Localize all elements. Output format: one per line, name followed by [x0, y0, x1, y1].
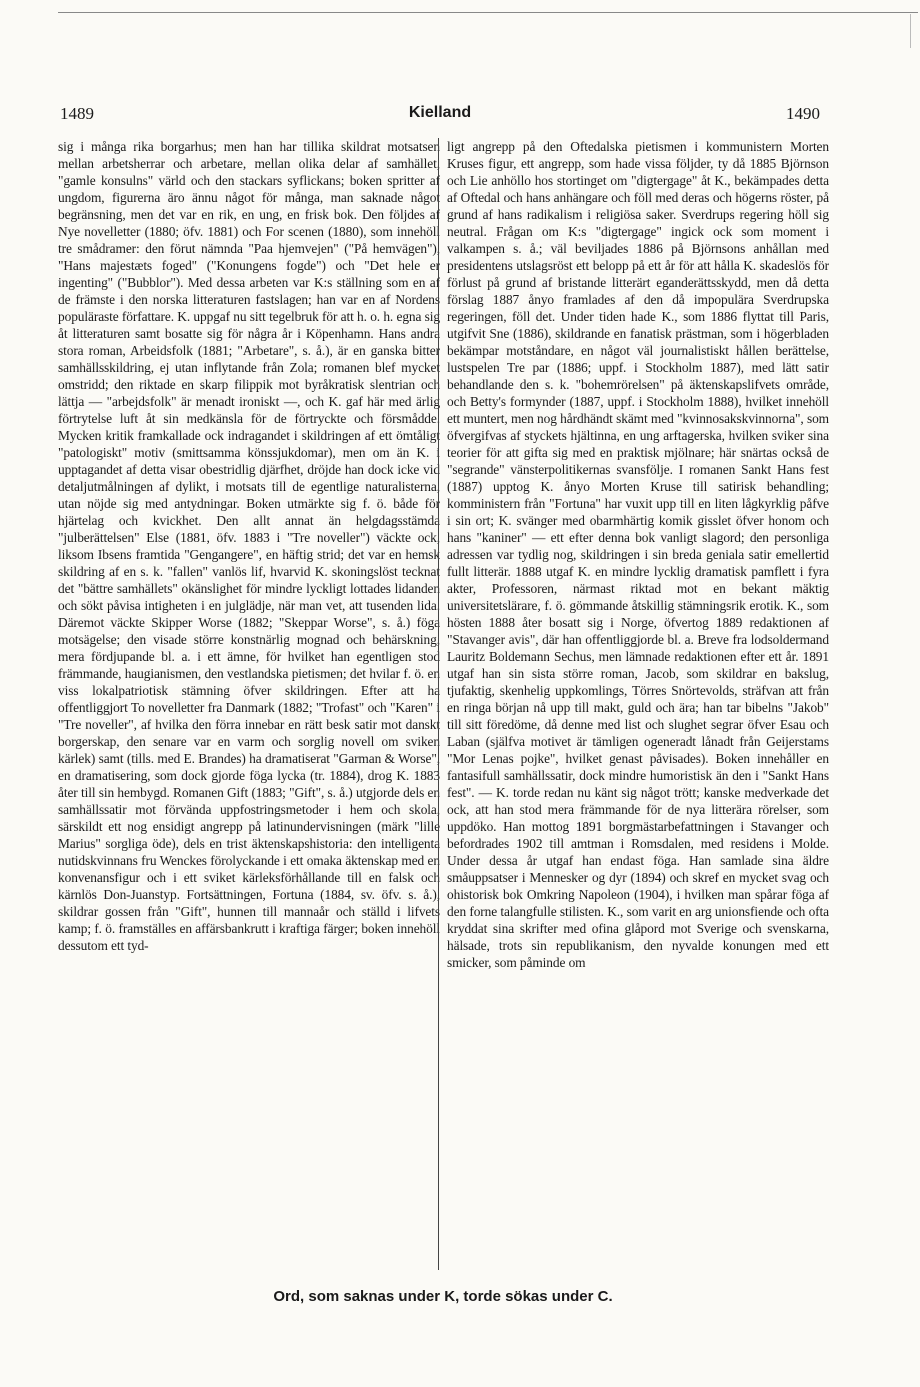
- page-header: [60, 104, 820, 126]
- footer-note: Ord, som saknas under K, torde sökas under C.: [273, 1288, 613, 1305]
- top-rule: [58, 12, 918, 13]
- column-divider: [438, 138, 439, 1270]
- right-column: [447, 138, 829, 1268]
- page-number-left: 1489: [60, 104, 94, 123]
- page-edge-mark: [910, 14, 911, 48]
- page-title: Kielland: [408, 104, 472, 121]
- left-column-text: sig i många rika borgarhus; men han har tillika skildrat motsatsen mellan arbetsherrar och arbetare, mellan olika delar af samhället, "gamle konsulns" värld och den stackars syflickans; boken spritter af ungdom, figurerna äro ännu något för många, man saknade något begränsning, men det var en rik, en ung, en frisk bok. Den följdes af Nye novelletter (1880; öfv. 1881) och For scenen (1880), som innehöll tre smådramer: den förut nämnda "Paa hjemvejen" ("På hemvägen"), "Hans majestæts foged" ("Konungens fogde") och "Det hele er ingenting" ("Bubblor"). Med dessa arbeten var K:s ställning som en af de främste i den norska litteraturen fastslagen; han var en af Nordens populäraste författare. K. uppgaf nu sitt tegelbruk för att h. o. h. egna sig åt litteraturen samt bosatte sig för några år i Köpenhamn. Hans andra stora roman, Arbeidsfolk (1881; "Arbetare", s. å.), är en ganska bitter samhällsskildring, ej utan inflytande från Zola; romanen blef mycket omstridd; den riktade en skarp filippik mot byråkratisk slentrian och lättja — "arbejdsfolk" är menadt ironiskt —, och K. gaf här med ärlig förtrytelse luft åt sin medkänsla för de förtryckte och försmådde. Mycken kritik framkallade ock indragandet i skildringen af ett ömtåligt "patologiskt" motiv (smittsamma könssjukdomar), men om än K. i upptagandet af detta visar obestridlig djärfhet, dröjde han dock icke vid detaljutmålningen af dylikt, i motsats till de egentlige naturalisterna, utan nöjde sig med antydningar. Boken utmärkte sig f. ö. både för hjärtelag och kvickhet. Den allt annat än helgdagsstämda "julberättelsen" Else (1881, öfv. 1883 i "Tre noveller") väckte ock, liksom Ibsens framtida "Gengangere", en häftig strid; det var en hemsk skildring af en s. k. "fallen" vanlös lif, hvarvid K. skoningslöst tecknat det "bättre samhällets" okänslighet för mindre lyckligt lottades lidanden och sökt påvisa intigheten i en julglädje, när man vet, att tusenden lida. Däremot väckte Skipper Worse (1882; "Skeppar Worse", s. å.) föga motsägelse; den visade större konstnärlig mognad och behärskning, mera fördjupande bl. a. i ett ämne, för hvilket han egentligen stod främmande, haugianismen, den vestlandska pietismen; det hvilar f. ö. en viss lokalpatriotisk stämning öfver skildringen. Efter att ha offentliggjort To novelletter fra Danmark (1882; "Trofast" och "Karen" i "Tre noveller", af hvilka den förra innebar en rätt besk satir mot danskt borgerskap, den senare var en varm och sorglig novell om sviken kärlek) samt (tills. med E. Brandes) ha dramatiserat "Garman & Worse", en dramatisering, som dock gjorde föga lycka (tr. 1884), drog K. 1883 åter till sin hembygd. Romanen Gift (1883; "Gift", s. å.) utgjorde dels en samhällssatir mot förvända uppfostringsmetoder i hem och skola, särskildt ett nog ensidigt angrepp på latinundervisningen (märk "lille Marius" sorgliga öde), dels en trist äktenskapshistoria: den intelligenta nutidskvinnans fru Wenckes förolyckande i ett omaka äktenskap med en konvenansfigur och i ett sviket kärleksförhållande till en falsk och kärnlös Don-Juanstyp. Fortsättningen, Fortuna (1884, sv. öfv. s. å.), skildrar gossen från "Gift", hunnen till mannaår och ställd i lifvets kamp; f. ö. framställes en affärsbankrutt i kraftiga färger; boken innehöll dessutom ett tyd-: [58, 139, 440, 953]
- right-column-text: ligt angrepp på den Oftedalska pietismen i kommunistern Morten Kruses figur, ett angrepp, som hade vissa följder, ty då 1885 Björnson och Lie anhöllo hos stortinget om "digtergage" åt K., bekämpades detta af Oftedal och hans anhängare och föll med deras och högerns röster, på grund af hans radikalism i religiösa saker. Sverdrups regering höll sig neutral. Frågan om K:s "digtergage" ingick ock som moment i valkampen s. å.; väl beviljades 1886 på Björnsons anhållan med presidentens utslagsröst ett belopp på ett år för att hålla K. skadeslös för förlust på grund af bristande litterärt eganderättsskydd, men då detta förslag 1887 ånyo framlades af den då impopulära Sverdrupska regeringen, föll det. Under tiden hade K., som 1886 flyttat till Paris, utgifvit Sne (1886), skildrande en fanatisk prästman, som i högerbladen bekämpar motståndare, en något väl journalistiskt hållen berättelse, lustspelen Tre par (1886; uppf. i Stockholm 1887), med lätt satir behandlande den s. k. "bohemrörelsen" på äktenskapslifvets område, och Betty's formynder (1887, uppf. i Stockholm 1888), hvilket innehöll ett muntert, men nog hårdhändt skämt med "kvinnosakskvinnorna", som öfvergifvas af styckets hjältinna, en ung arftagerska, hvilken sviker sina teorier för att gifta sig med en praktisk mjölnare; här snärtas också de "segrande" vänsterpolitikernas svansfölje. I romanen Sankt Hans fest (1887) upptog K. ånyo Morten Kruse till satirisk behandling; komministern från "Fortuna" har vuxit upp till en liten lågkyrklig påfve i sin ort; K. svänger med obarmhärtig komik gisslet öfver honom och hans "kaniner" — ett efter denna bok vanligt slagord; den personliga adressen var tydlig nog, skildringen i sin breda geniala satir emellertid fullt litterär. 1888 utgaf K. en mindre lycklig dramatisk pamflett i fyra akter, Professoren, närmast riktad mot en bekant mäktig universitetslärare, f. ö. gömmande åtskillig stämningsrik erotik. K., som hösten 1888 åter bosatt sig i Norge, öfvertog 1889 redaktionen af "Stavanger avis", där han offentliggjorde bl. a. Breve fra lodsoldermand Lauritz Boldemann Sechus, men lämnade redaktionen efter ett år. 1891 utgaf han sin sista större roman, Jacob, som skildrar en bakslug, tjufaktig, skenhelig uppkomlings, Törres Snörtevolds, sträfvan att från en ringa början nå upp till makt, guld och ära; han tar bibelns "Jakob" till sitt föredöme, då denne med list och slughet segrar öfver Esau och Laban (själfva motivet är tämligen ogeneradt lånadt från Geijerstams "Mor Lenas pojke", hvilket genast påvisades). Boken innehåller en fantasifull samhällssatir, dock mindre humoristisk än den i "Sankt Hans fest". — K. torde redan nu känt sig något trött; kanske medverkade det ock, att han stod mera främmande för de nya litterära rörelser, som uppdöko. Han mottog 1891 borgmästarbefattningen i Stavanger och befordrades 1902 till amtman i Romsdalen, med residens i Molde. Under dessa år utgaf han endast föga. Han samlade sina äldre småuppsatser i Mennesker og dyr (1894) och skref en mycket svag och ohistorisk bok Omkring Napoleon (1904), i hvilken man spårar föga af den forne talangfulle stilisten. K., som varit en arg unionsfiende och ofta kryddat sina skrifter med ofina glåpord mot Sverige och svenskarna, hälsade, trots sin republikanism, den nyvalde konungen med ett smicker, som påminde om: [447, 139, 829, 970]
- page-number-right: 1490: [786, 104, 820, 123]
- left-column: [58, 138, 440, 1268]
